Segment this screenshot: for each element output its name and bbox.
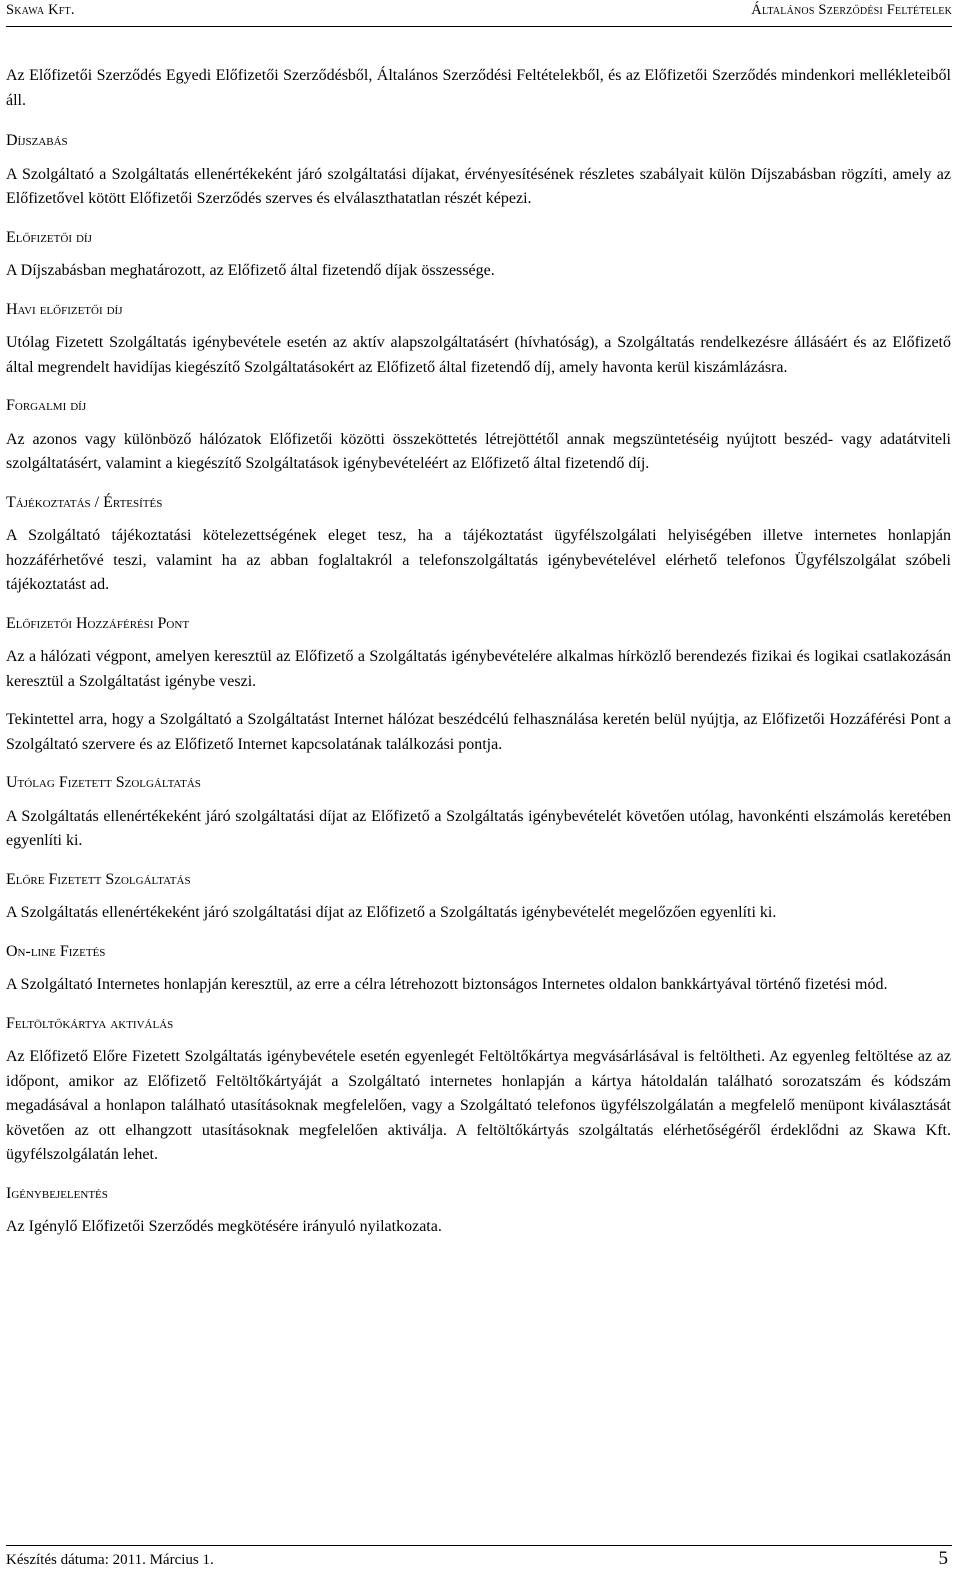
footer-date: Készítés dátuma: 2011. Március 1.	[6, 1552, 214, 1568]
section-title-forgalmi-dij: Forgalmi díj	[6, 397, 87, 414]
section-paragraph: Az azonos vagy különböző hálózatok Előfizetői közötti összeköttetés létrejöttétől annak megszüntetéséig nyújtott beszéd- vagy adatátviteli szolgáltatásért, valamint a kiegészítő Szolgáltatások igénybevételéért az Előfizető által fizetendő díj.	[6, 430, 951, 472]
intro-paragraph: Az Előfizetői Szerződés Egyedi Előfizetői Szerződésből, Általános Szerződési Feltételekből, és az Előfizetői Szerződés mindenkori mellékleteiből áll.	[6, 67, 951, 109]
document-body	[6, 64, 951, 1240]
section-paragraph: Tekintettel arra, hogy a Szolgáltató a Szolgáltatást Internet hálózat beszédcélú felhasználása keretén belül nyújtja, az Előfizetői Hozzáférési Pont a Szolgáltató szervere és az Előfizető Internet kapcsolatának találkozási pontja.	[6, 711, 951, 753]
header-company: Skawa Kft.	[6, 2, 75, 18]
section-title-feltoltokartya: Feltöltőkártya aktiválás	[6, 1014, 174, 1032]
section-paragraph: A Szolgáltatás ellenértékeként járó szolgáltatási díjat az Előfizető a Szolgáltatás igénybevételét követően utólag, havonkénti elszámolás keretében egyenlíti ki.	[6, 807, 951, 849]
section-title-elore-fizetett: Előre Fizetett Szolgáltatás	[6, 870, 191, 888]
section-paragraph: Az a hálózati végpont, amelyen keresztül az Előfizető a Szolgáltatás igénybevételére alkalmas hírközlő berendezés fizikai és logikai csatlakozásán keresztül a Szolgáltatást igénybe veszi.	[6, 648, 951, 690]
section-paragraph: A Szolgáltatás ellenértékeként járó szolgáltatási díjat az Előfizető a Szolgáltatás igénybevételét megelőzően egyenlíti ki.	[6, 904, 777, 921]
section-paragraph: Az Igénylő Előfizetői Szerződés megkötésére irányuló nyilatkozata.	[6, 1218, 442, 1235]
section-title-igenybejelentes: Igénybejelentés	[6, 1184, 108, 1202]
section-paragraph: A Szolgáltató a Szolgáltatás ellenértékeként járó szolgáltatási díjakat, érvényesítésének részletes szabályait külön Díjszabásban rögzíti, amely az Előfizetővel kötött Előfizetői Szerződés szerves és elválaszthatatlan részét képezi.	[6, 165, 951, 207]
section-title-utolag-fizetett: Utólag Fizetett Szolgáltatás	[6, 774, 201, 791]
header-doc-title: Általános Szerződési Feltételek	[751, 2, 952, 18]
section-title-online-fizetes: On-line Fizetés	[6, 942, 106, 960]
section-title-hozzaferesi-pont: Előfizetői Hozzáférési Pont	[6, 614, 190, 632]
footer-divider	[6, 1545, 952, 1546]
section-paragraph: Az Előfizető Előre Fizetett Szolgáltatás igénybevétele esetén egyenlegét Feltöltőkártya megvásárlásával is feltöltheti. Az egyenleg feltöltése az az időpont, amikor az Előfizető Feltöltőkártyáját a Szolgáltató internetes honlapján a kártya hátoldalán található sorozatszám és kódszám megadásával a honlapon található utasításoknak megfelelően, vagy a Szolgáltató telefonos ügyfélszolgálatán a megfelelő menüpont kiválasztását követően az ott elhangzott utasításoknak megfelelően aktiválja. A feltöltőkártyás szolgáltatás elérhetőségéről érdeklődni az Skawa Kft. ügyfélszolgálatán lehet.	[6, 1048, 951, 1163]
section-title-tajekoztatas: Tájékoztatás / Értesítés	[6, 493, 163, 511]
section-title-havi-elofizetoi-dij: Havi előfizetői díj	[6, 300, 123, 318]
section-title-elofizetoi-dij: Előfizetői díj	[6, 228, 92, 246]
section-paragraph: A Díjszabásban meghatározott, az Előfizető által fizetendő díjak összessége.	[6, 262, 495, 279]
page-header	[6, 2, 952, 24]
section-title-dijszabas: Díjszabás	[6, 132, 68, 149]
page-number: 5	[938, 1548, 948, 1569]
header-divider	[6, 26, 952, 27]
section-paragraph: Utólag Fizetett Szolgáltatás igénybevétele esetén az aktív alapszolgáltatásért (hívhatóság), a Szolgáltatás rendelkezésre állásáért és az Előfizető által megrendelt havidíjas kiegészítő Szolgáltatásokért az Előfizető által fizetendő díj, amely havonta kerül kiszámlázásra.	[6, 334, 951, 376]
section-paragraph: A Szolgáltató Internetes honlapján keresztül, az erre a célra létrehozott biztonságos Internetes oldalon bankkártyával történő fizetési mód.	[6, 976, 888, 993]
section-paragraph: A Szolgáltató tájékoztatási kötelezettségének eleget tesz, ha a tájékoztatást ügyfélszolgálati helyiségében illetve internetes honlapján hozzáférhetővé teszi, valamint ha az abban foglaltakról a telefonszolgáltatás igénybevételével elérhető telefonos Ügyfélszolgálat szóbeli tájékoztatást ad.	[6, 527, 951, 593]
